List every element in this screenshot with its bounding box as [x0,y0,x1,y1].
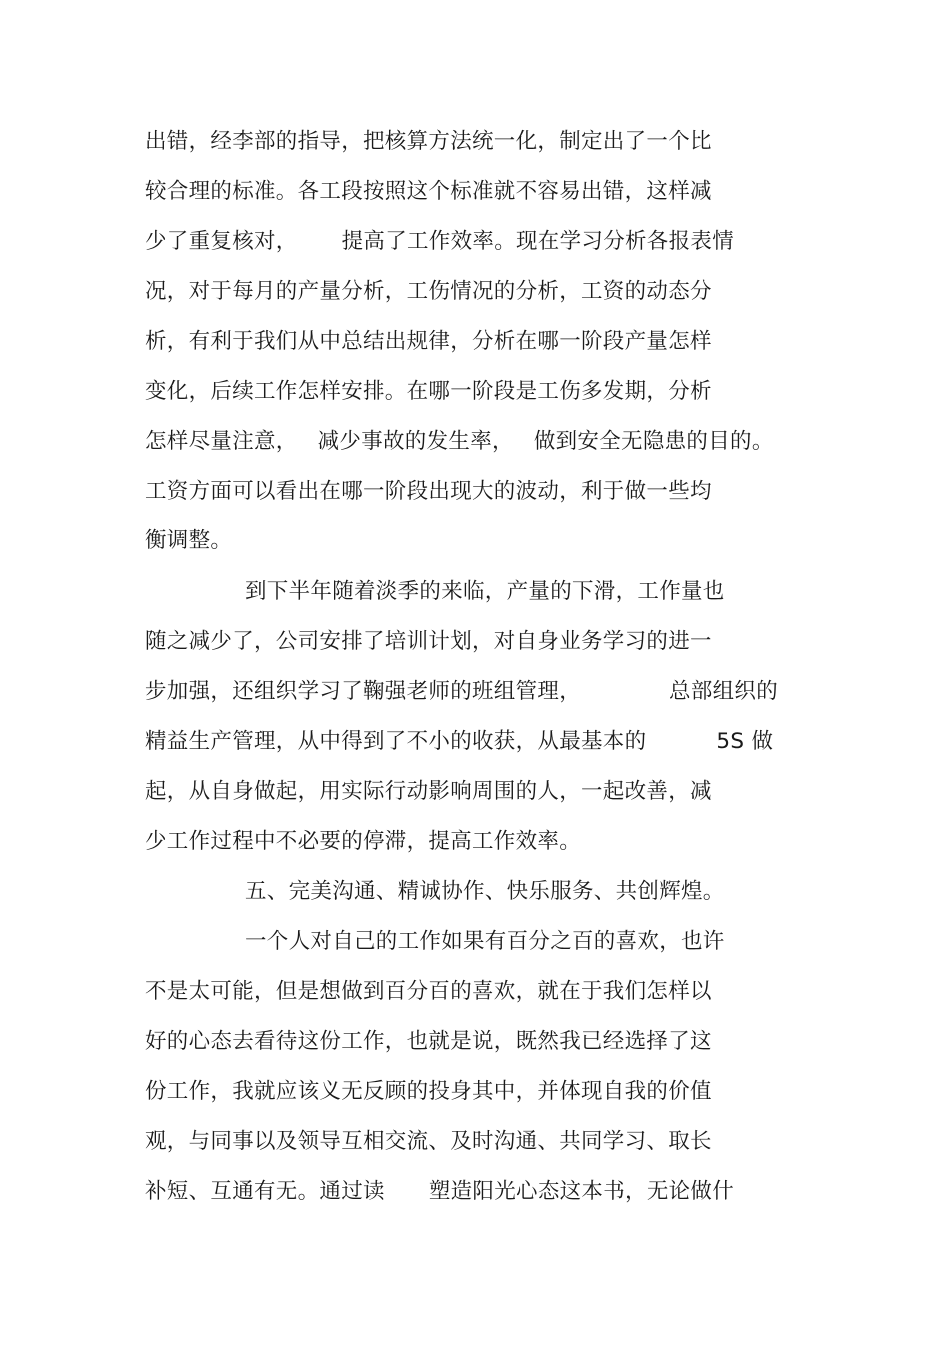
paragraph-first-line [245,927,725,957]
text-segment: 怎样尽量注意， [145,429,298,454]
text-line [145,1127,712,1157]
text-segment: 不是太可能，但是想做到百分百的喜欢，就在于我们怎样以 [145,979,712,1004]
text-segment: 工资方面可以看出在哪一阶段出现大的波动，利于做一些均 [145,479,712,504]
text-line [145,477,712,507]
text-line [145,727,773,757]
text-segment: 况，对于每月的产量分析，工伤情况的分析，工资的动态分 [145,279,712,304]
text-line [145,777,712,807]
text-segment: 析，有利于我们从中总结出规律，分析在哪一阶段产量怎样 [145,329,712,354]
text-line [145,977,712,1007]
text-line [145,526,232,556]
text-line [145,1177,734,1207]
text-segment: 观，与同事以及领导互相交流、及时沟通、共同学习、取长 [145,1129,712,1154]
text-segment: 做到安全无隐患的目的。 [533,429,774,454]
text-line [145,377,712,407]
text-segment: 随之减少了，公司安排了培训计划，对自身业务学习的进一 [145,629,712,654]
text-segment: 少工作过程中不必要的停滞，提高工作效率。 [145,829,582,854]
text-segment: 减少事故的发生率， [317,429,514,454]
text-segment: 步加强，还组织学习了鞠强老师的班组管理， [145,679,582,704]
text-line [145,177,712,207]
section-heading [245,877,725,907]
text-line [145,677,778,707]
text-line [145,1077,712,1107]
text-segment: 少了重复核对， [145,229,298,254]
text-segment: 份工作，我就应该义无反顾的投身其中，并体现自我的价值 [145,1079,712,1104]
text-segment: 5S 做 [716,729,774,754]
text-segment: 好的心态去看待这份工作，也就是说，既然我已经选择了这 [145,1029,712,1054]
text-line [145,427,774,457]
text-line [145,277,712,307]
text-segment: 提高了工作效率。现在学习分析各报表情 [341,229,735,254]
text-segment: 起，从自身做起，用实际行动影响周围的人，一起改善，减 [145,779,712,804]
paragraph-first-line [245,577,725,607]
text-segment: 补短、互通有无。通过读 [145,1179,385,1204]
text-segment: 精益生产管理，从中得到了不小的收获，从最基本的 [145,729,647,754]
text-line [145,327,712,357]
text-segment: 出错，经李部的指导，把核算方法统一化，制定出了一个比 [145,129,712,154]
text-segment: 一个人对自己的工作如果有百分之百的喜欢，也许 [245,929,725,954]
text-segment: 衡调整。 [145,528,233,553]
text-segment: 总部组织的 [669,679,779,704]
text-segment: 塑造阳光心态这本书，无论做什 [428,1179,735,1204]
text-segment: 较合理的标准。各工段按照这个标准就不容易出错，这样减 [145,179,712,204]
text-line [145,127,712,157]
text-line [145,1027,712,1057]
text-line [145,627,712,657]
text-segment: 五、完美沟通、精诚协作、快乐服务、共创辉煌。 [245,879,725,904]
text-line [145,827,581,857]
text-segment: 到下半年随着淡季的来临，产量的下滑，工作量也 [245,579,725,604]
text-line [145,227,734,257]
text-segment: 变化，后续工作怎样安排。在哪一阶段是工伤多发期，分析 [145,379,712,404]
